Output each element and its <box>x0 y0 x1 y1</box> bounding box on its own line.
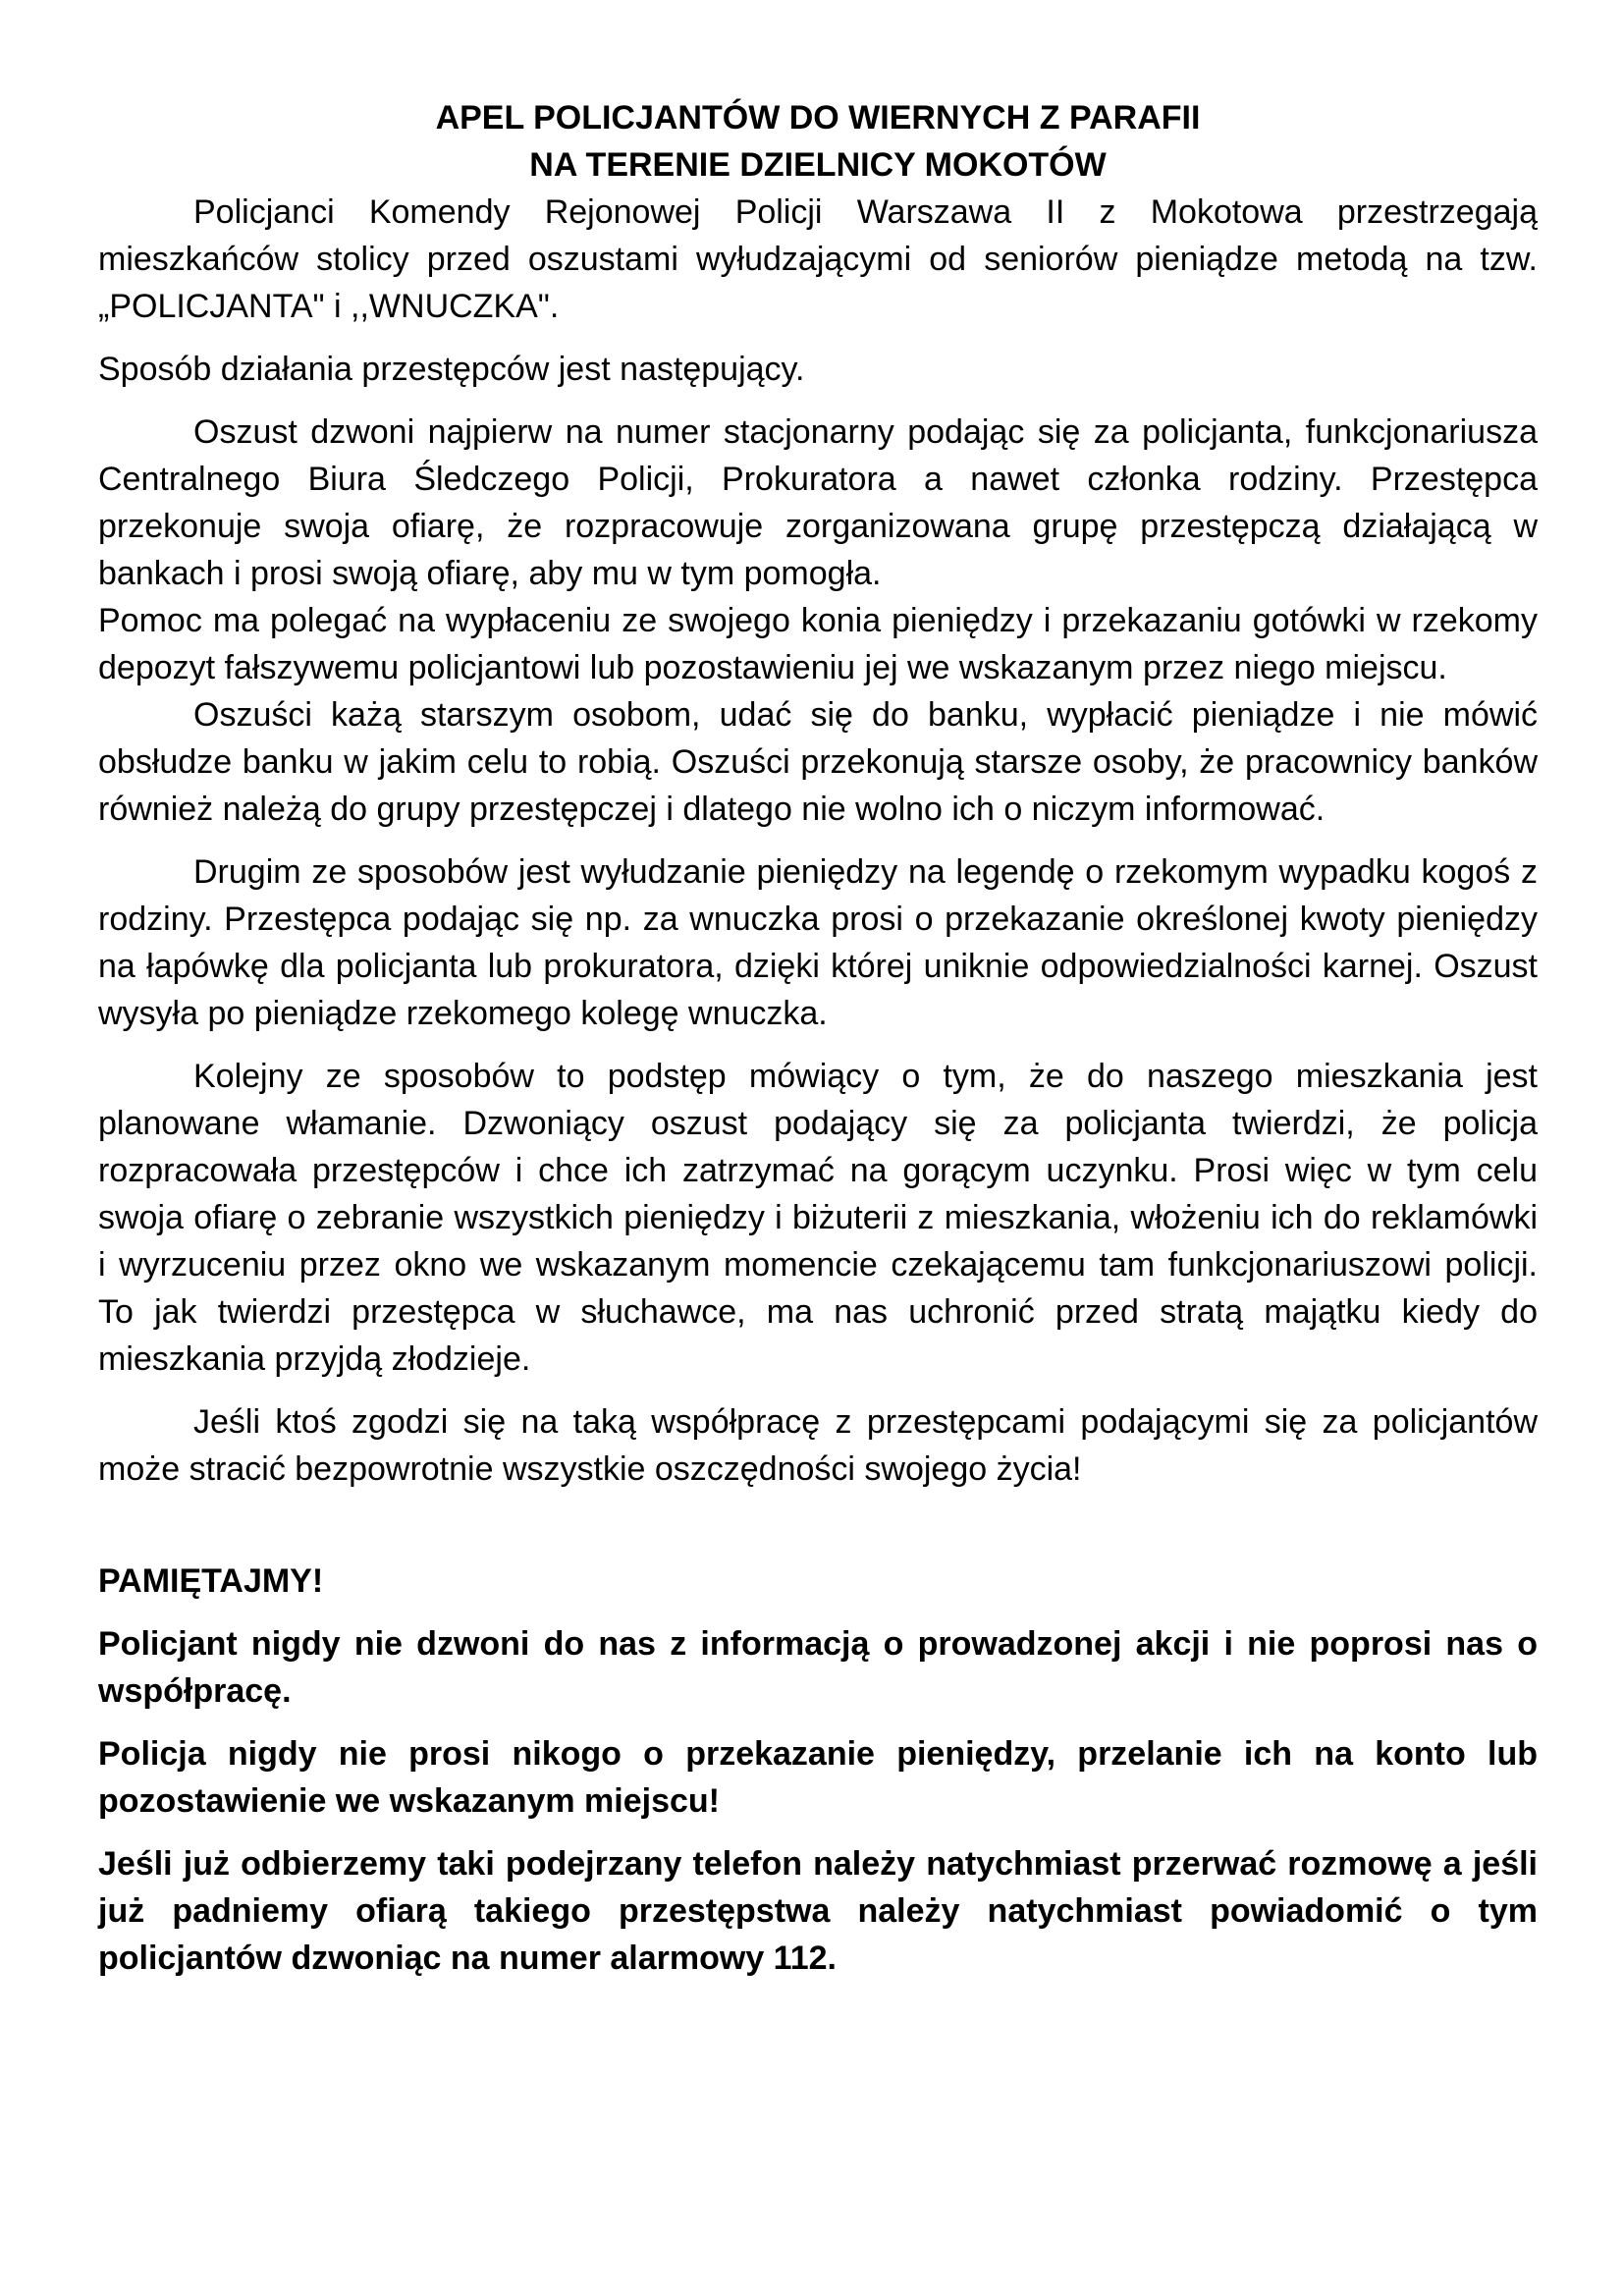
scheme-paragraph-4: Drugim ze sposobów jest wyłudzanie pieniędzy na legendę o rzekomym wypadku kogoś z rodziny. Przestępca podając się np. za wnuczka prosi o przekazanie określonej kwoty pieniędzy na łapówkę dla policjanta lub prokuratora, dzięki której uniknie odpowiedzialności karnej. Oszust wysyła po pieniądze rzekomego kolegę wnuczka. <box>98 853 1538 1032</box>
scheme-paragraph-2: Pomoc ma polegać na wypłaceniu ze swojego konia pieniędzy i przekazaniu gotówki w rzekomy depozyt fałszywemu policjantowi lub pozostawieniu jej we wskazanym przez niego miejscu. <box>98 602 1538 686</box>
document-page <box>98 94 1538 1982</box>
method-paragraph: Sposób działania przestępców jest następujący. <box>98 351 805 388</box>
scheme-paragraph-6: Jeśli ktoś zgodzi się na taką współpracę z przestępcami podającymi się za policjantów może stracić bezpowrotnie wszystkie oszczędności swojego życia! <box>98 1403 1538 1488</box>
scheme-paragraph-5: Kolejny ze sposobów to podstęp mówiący o tym, że do naszego mieszkania jest planowane włamanie. Dzwoniący oszust podający się za policjanta twierdzi, że policja rozpracowała przestępców i chce ich zatrzymać na gorącym uczynku. Prosi więc w tym celu swoja ofiarę o zebranie wszystkich pieniędzy i biżuterii z mieszkania, włożeniu ich do reklamówki i wyrzuceniu przez okno we wskazanym momencie czekającemu tam funkcjonariuszowi policji. To jak twierdzi przestępca w słuchawce, ma nas uchronić przed stratą majątku kiedy do mieszkania przyjdą złodzieje. <box>98 1058 1538 1378</box>
title-line-1: APEL POLICJANTÓW DO WIERNYCH Z PARAFII <box>435 99 1201 137</box>
title-line-2: NA TERENIE DZIELNICY MOKOTÓW <box>529 146 1107 184</box>
scheme-paragraph-1: Oszust dzwoni najpierw na numer stacjonarny podając się za policjanta, funkcjonariusza Centralnego Biura Śledczego Policji, Prokuratora a nawet członka rodziny. Przestępca przekonuje swoja ofiarę, że rozpracowuje zorganizowana grupę przestępczą działającą w bankach i prosi swoją ofiarę, aby mu w tym pomogła. <box>98 413 1538 592</box>
warning-1: Policjant nigdy nie dzwoni do nas z informacją o prowadzonej akcji i nie poprosi nas o współpracę. <box>98 1625 1538 1710</box>
warning-2: Policja nigdy nie prosi nikogo o przekazanie pieniędzy, przelanie ich na konto lub pozostawienie we wskazanym miejscu! <box>98 1735 1538 1820</box>
warning-3: Jeśli już odbierzemy taki podejrzany telefon należy natychmiast przerwać rozmowę a jeśli już padniemy ofiarą takiego przestępstwa należy natychmiast powiadomić o tym policjantów dzwoniąc na numer alarmowy 112. <box>98 1845 1538 1977</box>
warnings-heading: PAMIĘTAJMY! <box>98 1562 324 1600</box>
scheme-paragraph-3: Oszuści każą starszym osobom, udać się do banku, wypłacić pieniądze i nie mówić obsłudze banku w jakim celu to robią. Oszuści przekonują starsze osoby, że pracownicy banków również należą do grupy przestępczej i dlatego nie wolno ich o niczym informować. <box>98 696 1538 828</box>
intro-paragraph: Policjanci Komendy Rejonowej Policji Warszawa II z Mokotowa przestrzegają mieszkańców stolicy przed oszustami wyłudzającymi od seniorów pieniądze metodą na tzw. „POLICJANTA" i ,,WNUCZKA". <box>98 193 1538 325</box>
